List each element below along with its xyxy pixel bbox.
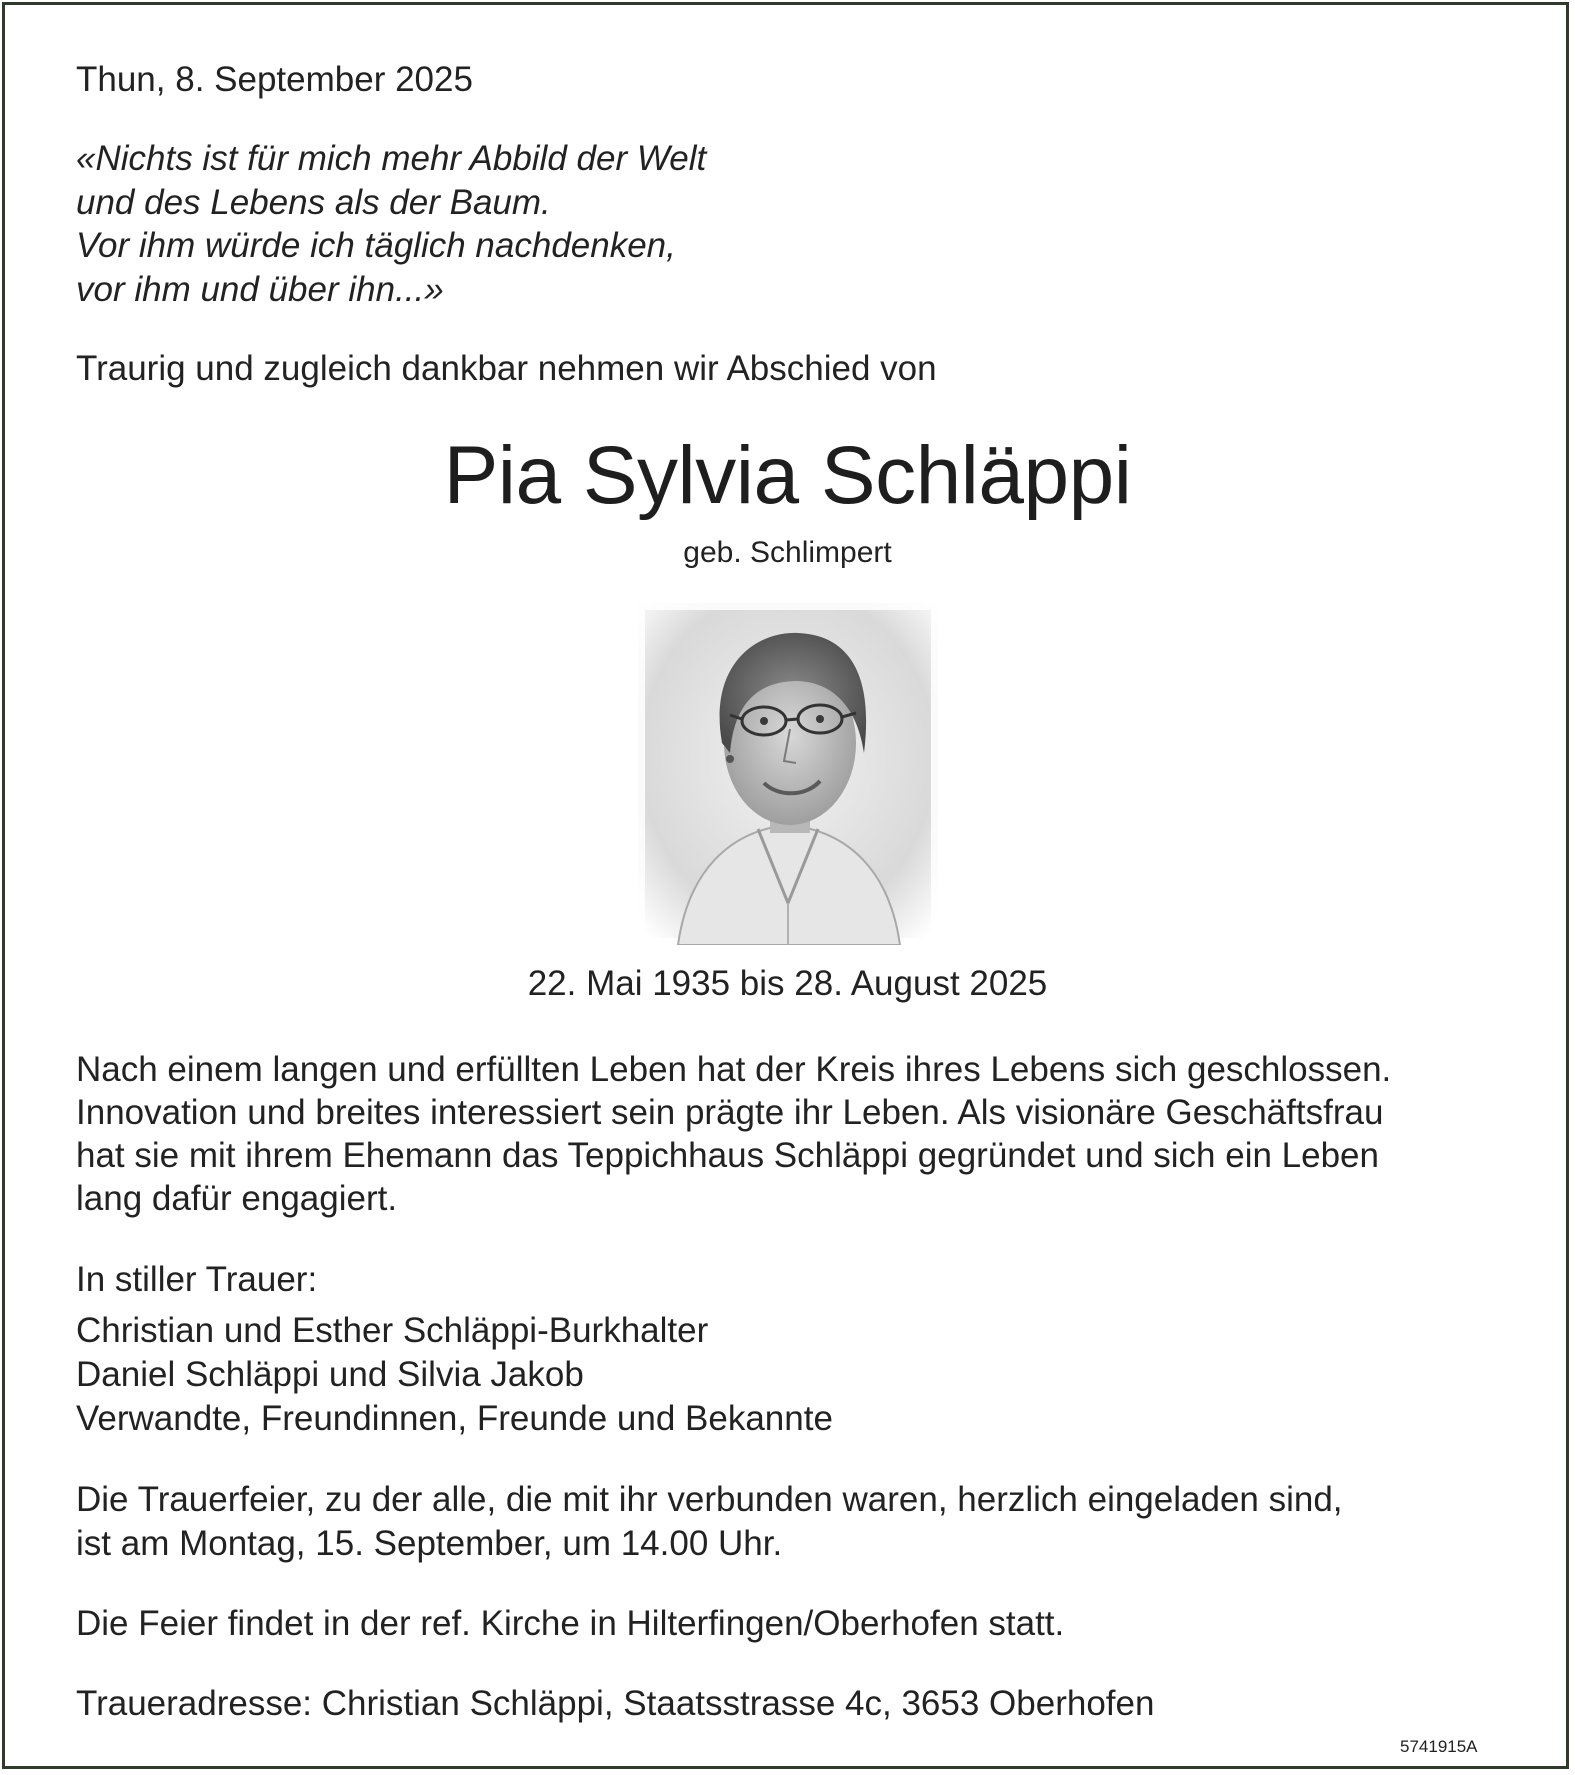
mourning-address: Traueradresse: Christian Schläppi, Staatsstrasse 4c, 3653 Oberhofen (76, 1684, 1155, 1723)
quote-line: Vor ihm würde ich täglich nachdenken, (76, 226, 676, 265)
mourners-heading: In stiller Trauer: (76, 1260, 318, 1299)
quote-line: «Nichts ist für mich mehr Abbild der Welt (76, 139, 707, 178)
mourner: Verwandte, Freundinnen, Freunde und Bekannte (76, 1399, 833, 1438)
tribute-line: lang dafür engagiert. (76, 1179, 398, 1218)
mourner: Christian und Esther Schläppi-Burkhalter (76, 1311, 709, 1350)
mourner: Daniel Schläppi und Silvia Jakob (76, 1355, 584, 1394)
place-date: Thun, 8. September 2025 (76, 60, 473, 99)
life-dates: 22. Mai 1935 bis 28. August 2025 (527, 964, 1048, 1003)
quote-line: und des Lebens als der Baum. (76, 182, 551, 222)
ceremony-location: Die Feier findet in der ref. Kirche in Hilterfingen/Oberhofen statt. (76, 1604, 1065, 1643)
ceremony-line: ist am Montag, 15. September, um 14.00 Uhr. (76, 1524, 783, 1563)
tribute-line: hat sie mit ihrem Ehemann das Teppichhaus Schläppi gegründet und sich ein Leben (76, 1136, 1379, 1175)
tribute-line: Innovation und breites interessiert sein prägte ihr Leben. Als visionäre Geschäftsfrau (76, 1093, 1384, 1132)
ceremony-line: Die Trauerfeier, zu der alle, die mit ihr verbunden waren, herzlich eingeladen sind, (76, 1480, 1343, 1519)
maiden-name: geb. Schlimpert (683, 536, 892, 569)
deceased-name: Pia Sylvia Schläppi (443, 430, 1132, 521)
quote-line: vor ihm und über ihn...» (76, 269, 444, 309)
intro-text: Traurig und zugleich dankbar nehmen wir Abschied von (76, 349, 937, 388)
tribute-line: Nach einem langen und erfüllten Leben hat der Kreis ihres Lebens sich geschlossen. (76, 1050, 1392, 1089)
portrait-photo (638, 603, 938, 945)
reference-number: 5741915A (1400, 1737, 1478, 1756)
